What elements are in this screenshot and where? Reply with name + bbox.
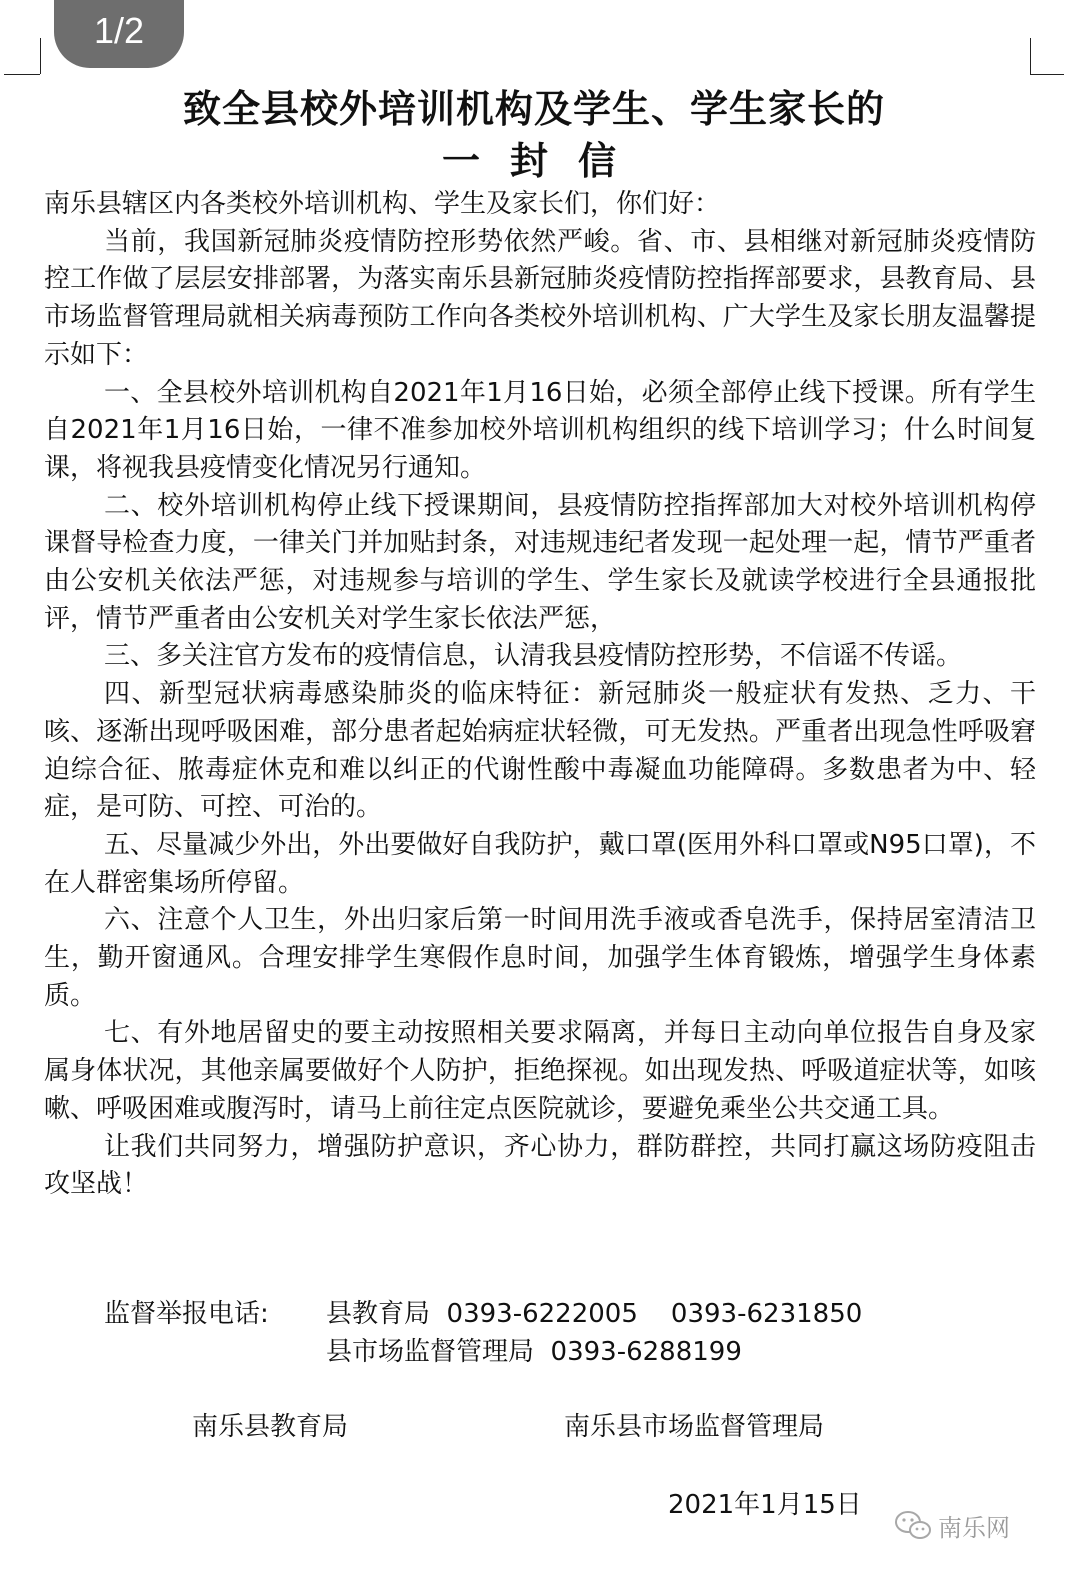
paragraph-item-4: 四、新型冠状病毒感染肺炎的临床特征：新冠肺炎一般症状有发热、乏力、干咳、逐渐出现呼吸困难，部分患者起始病症状轻微，可无发热。严重者出现急性呼吸窘迫综合征、脓毒症休克和难以纠正的代谢性酸中毒凝血功能障碍。多数患者为中、轻症，是可防、可控、可治的。 <box>44 679 1036 823</box>
crop-mark-top-right <box>1030 38 1031 74</box>
paragraph-item-5: 五、尽量减少外出，外出要做好自我防护，戴口罩(医用外科口罩或N95口罩)，不在人群密集场所停留。 <box>44 829 1036 898</box>
paragraph-item-6: 六、注意个人卫生，外出归家后第一时间用洗手液或香皂洗手，保持居室清洁卫生，勤开窗通风。合理安排学生寒假作息时间，加强学生体育锻炼，增强学生身体素质。 <box>44 905 1036 1011</box>
letter-body <box>44 186 1036 1204</box>
paragraph-item-7: 七、有外地居留史的要主动按照相关要求隔离，并每日主动向单位报告自身及家属身体状况，其他亲属要做好个人防护，拒绝探视。如出现发热、呼吸道症状等，如咳嗽、呼吸困难或腹泻时，请马上前往定点医院就诊，要避免乘坐公共交通工具。 <box>44 1018 1036 1124</box>
paragraph-item-3: 三、多关注官方发布的疫情信息，认清我县疫情防控形势，不信谣不传谣。 <box>104 641 963 672</box>
crop-mark-top-left <box>40 38 41 74</box>
contact-label: 监督举报电话: <box>104 1299 269 1329</box>
crop-mark-top-left <box>4 74 40 75</box>
page-indicator: 1/2 <box>54 0 184 68</box>
crop-mark-top-right <box>1030 74 1064 75</box>
salutation: 南乐县辖区内各类校外培训机构、学生及家长们，你们好： <box>44 189 721 219</box>
paragraph-intro: 当前，我国新冠肺炎疫情防控形势依然严峻。省、市、县相继对新冠肺炎疫情防控工作做了层层安排部署，为落实南乐县新冠肺炎疫情防控指挥部要求，县教育局、县市场监督管理局就相关病毒预防工作向各类校外培训机构、广大学生及家长朋友温馨提示如下： <box>44 226 1036 370</box>
letter-date: 2021年1月15日 <box>668 1490 862 1520</box>
watermark <box>894 1508 1010 1543</box>
watermark-text: 南乐网 <box>938 1514 1010 1542</box>
paragraph-item-2: 二、校外培训机构停止线下授课期间，县疫情防控指挥部加大对校外培训机构停课督导检查力度，一律关门并加贴封条，对违规违纪者发现一起处理一起，情节严重者由公安机关依法严惩，对违规参与培训的学生、学生家长及就读学校进行全县通报批评，情节严重者由公安机关对学生家长依法严惩， <box>44 490 1036 634</box>
wechat-icon <box>894 1510 932 1542</box>
contact-education-bureau: 县教育局 0393-6222005 0393-6231850 <box>326 1299 863 1329</box>
letter-title: 致全县校外培训机构及学生、学生家长的 <box>182 87 885 131</box>
letter-title-line2: 一封信 <box>441 139 646 183</box>
paragraph-item-1: 一、全县校外培训机构自2021年1月16日始，必须全部停止线下授课。所有学生自2021年1月16日始，一律不准参加校外培训机构组织的线下培训学习；什么时间复课，将视我县疫情变化情况另行通知。 <box>44 377 1036 483</box>
contact-market-bureau: 县市场监督管理局 0393-6288199 <box>326 1337 742 1367</box>
paragraph-closing: 让我们共同努力，增强防护意识，齐心协力，群防群控，共同打赢这场防疫阻击攻坚战！ <box>44 1131 1036 1200</box>
signature-market-bureau: 南乐县市场监督管理局 <box>564 1412 825 1442</box>
signature-education-bureau: 南乐县教育局 <box>192 1412 349 1442</box>
